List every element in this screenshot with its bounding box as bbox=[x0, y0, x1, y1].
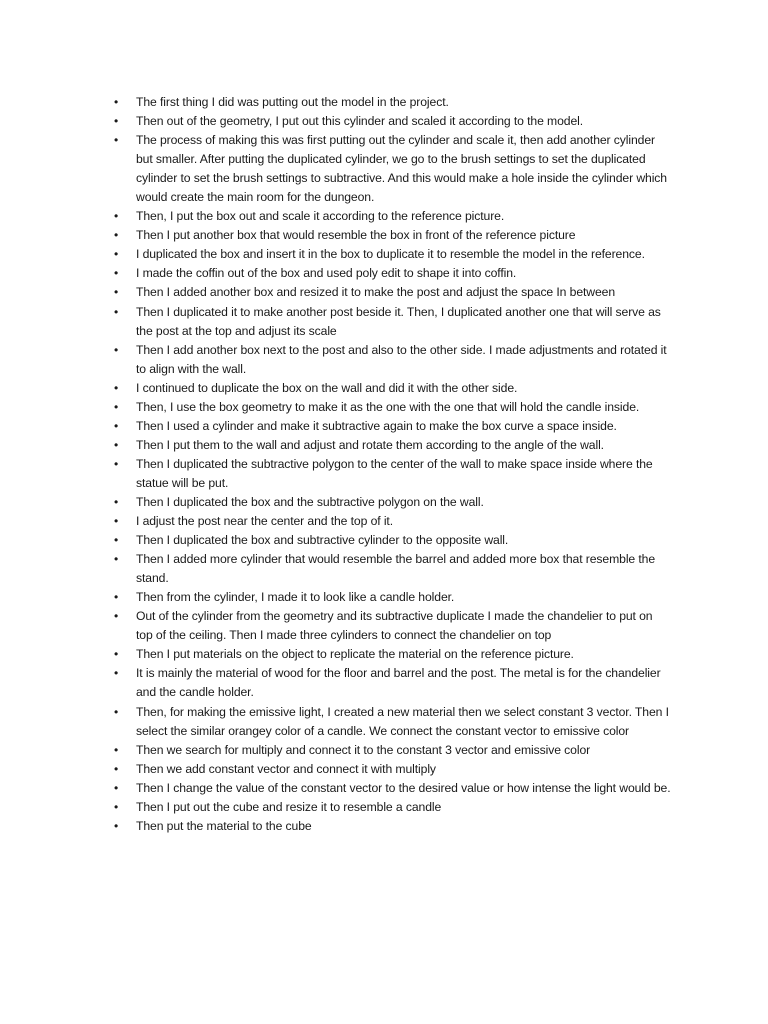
list-item bbox=[112, 245, 672, 264]
bullet-icon: • bbox=[114, 609, 119, 624]
bullet-icon: • bbox=[114, 494, 119, 509]
list-item-text: Then I put another box that would resemble the box in front of the reference picture bbox=[136, 228, 576, 243]
list-item-text: I continued to duplicate the box on the wall and did it with the other side. bbox=[136, 380, 518, 395]
bullet-icon: • bbox=[114, 266, 119, 281]
bullet-icon: • bbox=[114, 228, 119, 243]
list-item-text: I made the coffin out of the box and used poly edit to shape it into coffin. bbox=[136, 266, 517, 281]
bullet-icon: • bbox=[114, 456, 119, 471]
list-item-text: The first thing I did was putting out the model in the project. bbox=[136, 95, 449, 109]
bullet-icon: • bbox=[114, 590, 119, 605]
bullet-icon: • bbox=[114, 761, 119, 776]
bullet-icon: • bbox=[114, 114, 119, 129]
list-item-text: Then I added more cylinder that would resemble the barrel and added more box that resemble the stand. bbox=[136, 552, 656, 586]
list-item bbox=[112, 512, 672, 531]
list-item bbox=[112, 531, 672, 550]
list-item bbox=[112, 455, 672, 493]
list-item-text: Then I duplicated the subtractive polygon to the center of the wall to make space inside where the statue will be put. bbox=[136, 456, 653, 490]
list-item-text: Then we search for multiply and connect it to the constant 3 vector and emissive color bbox=[136, 742, 591, 757]
list-item-text: I duplicated the box and insert it in the box to duplicate it to resemble the model in the reference. bbox=[136, 247, 645, 262]
list-item-text: Then I put materials on the object to replicate the material on the reference picture. bbox=[136, 647, 574, 662]
bullet-icon: • bbox=[114, 380, 119, 395]
list-item-text: Then out of the geometry, I put out this cylinder and scaled it according to the model. bbox=[136, 114, 584, 129]
bullet-icon: • bbox=[114, 514, 119, 529]
bullet-icon: • bbox=[114, 133, 119, 148]
list-item-text: Then, I use the box geometry to make it as the one with the one that will hold the candle inside. bbox=[136, 399, 640, 414]
bullet-icon: • bbox=[114, 818, 119, 833]
list-item bbox=[112, 131, 672, 207]
bullet-icon: • bbox=[114, 742, 119, 757]
list-item-text: Then I duplicated the box and the subtractive polygon on the wall. bbox=[136, 494, 484, 509]
list-item bbox=[112, 817, 672, 836]
list-item-text: Then I duplicated the box and subtractive cylinder to the opposite wall. bbox=[136, 533, 509, 548]
list-item bbox=[112, 264, 672, 283]
list-item bbox=[112, 779, 672, 798]
bullet-icon: • bbox=[114, 666, 119, 681]
list-item bbox=[112, 303, 672, 341]
list-item-text: Then, for making the emissive light, I created a new material then we select constant 3 vector. Then I select the similar orangey color of a candle. We connect the constant vector to emissive color bbox=[136, 704, 669, 738]
list-item bbox=[112, 226, 672, 245]
list-item bbox=[112, 798, 672, 817]
list-item bbox=[112, 607, 672, 645]
bullet-icon: • bbox=[114, 799, 119, 814]
list-item bbox=[112, 341, 672, 379]
list-item-text: Then I used a cylinder and make it subtractive again to make the box curve a space inside. bbox=[136, 418, 617, 433]
list-item-text: Then I change the value of the constant vector to the desired value or how intense the light would be. bbox=[136, 780, 671, 795]
list-item-text: Then I duplicated it to make another post beside it. Then, I duplicated another one that will serve as the post at the top and adjust its scale bbox=[136, 304, 661, 338]
bullet-icon: • bbox=[114, 342, 119, 357]
list-item-text: Then I put out the cube and resize it to resemble a candle bbox=[136, 799, 442, 814]
list-item-text: Then, I put the box out and scale it according to the reference picture. bbox=[136, 209, 505, 224]
list-item bbox=[112, 112, 672, 131]
list-item-text: Then put the material to the cube bbox=[136, 818, 312, 833]
list-item bbox=[112, 741, 672, 760]
list-item bbox=[112, 283, 672, 302]
bullet-icon: • bbox=[114, 647, 119, 662]
bullet-list bbox=[112, 93, 672, 836]
bullet-icon: • bbox=[114, 209, 119, 224]
list-item bbox=[112, 550, 672, 588]
bullet-icon: • bbox=[114, 533, 119, 548]
list-item bbox=[112, 207, 672, 226]
list-item bbox=[112, 703, 672, 741]
bullet-icon: • bbox=[114, 704, 119, 719]
bullet-icon: • bbox=[114, 304, 119, 319]
list-item bbox=[112, 645, 672, 664]
list-item-text: Then I add another box next to the post and also to the other side. I made adjustments and rotated it to align with the wall. bbox=[136, 342, 667, 376]
bullet-icon: • bbox=[114, 552, 119, 567]
bullet-icon: • bbox=[114, 437, 119, 452]
list-item-text: Then from the cylinder, I made it to look like a candle holder. bbox=[136, 590, 455, 605]
list-item bbox=[112, 436, 672, 455]
list-item-text: The process of making this was first putting out the cylinder and scale it, then add another cylinder but smaller. After putting the duplicated cylinder, we go to the brush settings to set the duplicated cylinder to set the brush settings to subtractive. And this would make a hole inside the cylinder which would create the main room for the dungeon. bbox=[136, 133, 667, 205]
list-item bbox=[112, 760, 672, 779]
list-item bbox=[112, 398, 672, 417]
bullet-icon: • bbox=[114, 418, 119, 433]
list-item bbox=[112, 93, 672, 112]
list-item-text: Out of the cylinder from the geometry and its subtractive duplicate I made the chandelier to put on top of the ceiling. Then I made three cylinders to connect the chandelier on top bbox=[136, 609, 653, 643]
bullet-icon: • bbox=[114, 95, 119, 109]
list-item bbox=[112, 379, 672, 398]
list-item-text: Then I put them to the wall and adjust and rotate them according to the angle of the wall. bbox=[136, 437, 604, 452]
list-item bbox=[112, 493, 672, 512]
list-item bbox=[112, 664, 672, 702]
bullet-icon: • bbox=[114, 780, 119, 795]
list-item-text: I adjust the post near the center and the top of it. bbox=[136, 514, 394, 529]
list-item-text: Then we add constant vector and connect it with multiply bbox=[136, 761, 436, 776]
list-item bbox=[112, 417, 672, 436]
list-item-text: Then I added another box and resized it to make the post and adjust the space In between bbox=[136, 285, 616, 300]
list-item-text: It is mainly the material of wood for the floor and barrel and the post. The metal is for the chandelier and the candle holder. bbox=[136, 666, 661, 700]
list-item bbox=[112, 588, 672, 607]
bullet-icon: • bbox=[114, 285, 119, 300]
bullet-icon: • bbox=[114, 247, 119, 262]
bullet-icon: • bbox=[114, 399, 119, 414]
